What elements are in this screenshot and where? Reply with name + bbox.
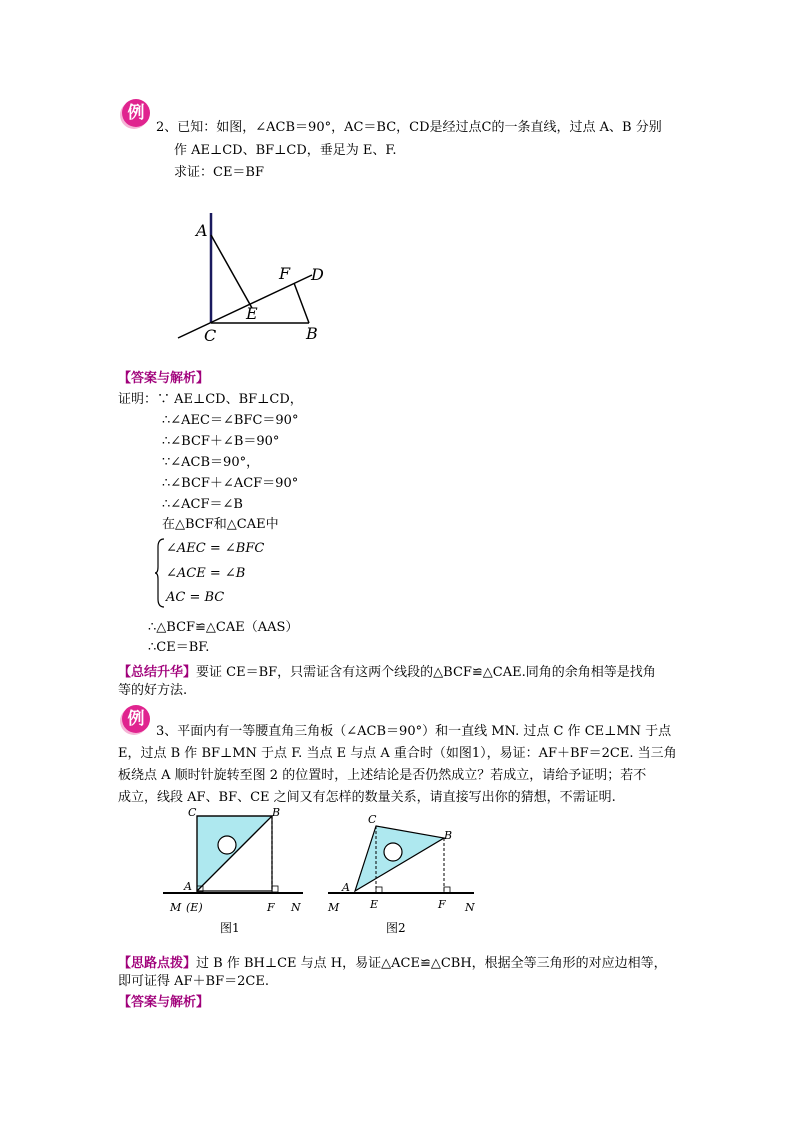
summary-title: 【总结升华】 bbox=[118, 665, 197, 680]
conclusion-2: ∴CE＝BF. bbox=[148, 640, 210, 655]
hole-circle bbox=[384, 843, 402, 861]
fig1-label-a: A bbox=[184, 880, 192, 893]
fig2-caption: 图2 bbox=[386, 921, 406, 935]
fig2-label-c: C bbox=[368, 813, 377, 826]
label-e: E bbox=[246, 304, 258, 323]
example2-figure bbox=[172, 205, 337, 345]
example3-line4: 成立，线段 AF、BF、CE 之间又有怎样的数量关系，请直接写出你的猜想，不需证明. bbox=[118, 790, 616, 805]
label-f: F bbox=[279, 264, 291, 283]
fig2-label-e: E bbox=[370, 898, 379, 911]
proof-line-7: 在△BCF和△CAE中 bbox=[162, 517, 279, 532]
figure-1 bbox=[160, 804, 310, 939]
conclusion-1: ∴△BCF≌△CAE（AAS） bbox=[148, 620, 299, 635]
hint-line-1 bbox=[118, 952, 667, 972]
fig1-caption: 图1 bbox=[220, 921, 240, 935]
fig1-label-b: B bbox=[272, 806, 281, 819]
example2-line3: 求证：CE＝BF bbox=[174, 165, 265, 180]
label-a: A bbox=[196, 221, 208, 240]
fig2-label-b: B bbox=[444, 829, 453, 842]
system-line-1: ∠AEC = ∠BFC bbox=[166, 541, 265, 556]
system-line-2: ∠ACE = ∠B bbox=[166, 566, 246, 581]
proof-line-6: ∴∠ACF＝∠B bbox=[162, 497, 243, 512]
fig1-label-m: M bbox=[170, 901, 182, 914]
fig2-label-a: A bbox=[342, 881, 350, 894]
system-brace bbox=[154, 537, 166, 609]
summary-text-2: 等的好方法. bbox=[118, 683, 188, 698]
label-c: C bbox=[204, 326, 217, 345]
answer2-title: 【答案与解析】 bbox=[118, 995, 210, 1010]
line-cd bbox=[178, 275, 312, 338]
hint-title: 【思路点拨】 bbox=[118, 956, 197, 971]
example2-line1: 2、已知：如图，∠ACB＝90°，AC＝BC，CD是经过点C的一条直线，过点 A、B 分别 bbox=[156, 120, 662, 135]
fig2-label-n: N bbox=[465, 901, 475, 914]
fig1-label-f: F bbox=[267, 901, 275, 914]
example2-line2: 作 AE⊥CD、BF⊥CD，垂足为 E、F. bbox=[174, 143, 397, 158]
example3-line2: E，过点 B 作 BF⊥MN 于点 F. 当点 E 与点 A 重合时（如图1），易证：AF＋BF＝2CE. 当三角 bbox=[118, 746, 677, 761]
hole-circle bbox=[218, 836, 236, 854]
fig1-label-c: C bbox=[188, 806, 197, 819]
hint-text-2: 即可证得 AF＋BF＝2CE. bbox=[118, 974, 269, 989]
label-b: B bbox=[306, 324, 318, 343]
system-line-3: AC = BC bbox=[166, 590, 225, 605]
proof-line-1: 证明：∵ AE⊥CD、BF⊥CD， bbox=[118, 392, 303, 407]
example3-line3: 板绕点 A 顺时针旋转至图 2 的位置时，上述结论是否仍然成立？若成立，请给予证明；若不 bbox=[118, 768, 647, 783]
proof-line-2: ∴∠AEC＝∠BFC＝90° bbox=[162, 413, 299, 428]
fig2-label-f: F bbox=[438, 898, 446, 911]
answer-title: 【答案与解析】 bbox=[118, 371, 210, 386]
fig1-label-e: (E) bbox=[186, 901, 203, 914]
label-d: D bbox=[311, 265, 324, 284]
figure-2 bbox=[322, 804, 482, 939]
proof-line-3: ∴∠BCF＋∠B＝90° bbox=[162, 434, 280, 449]
example-badge: 例 bbox=[122, 705, 150, 733]
proof-line-5: ∴∠BCF＋∠ACF＝90° bbox=[162, 476, 299, 491]
example-badge: 例 bbox=[122, 99, 150, 127]
hint-text-1: 过 B 作 BH⊥CE 与点 H，易证△ACE≌△CBH，根据全等三角形的对应边相等， bbox=[196, 956, 667, 971]
example3-line1: 3、平面内有一等腰直角三角板（∠ACB＝90°）和一直线 MN. 过点 C 作 CE⊥MN 于点 bbox=[156, 724, 672, 739]
line-ae bbox=[211, 235, 252, 308]
fig1-label-n: N bbox=[291, 901, 301, 914]
proof-line-4: ∵∠ACB＝90°， bbox=[162, 455, 260, 470]
fig2-label-m: M bbox=[328, 901, 340, 914]
line-bf bbox=[294, 283, 309, 323]
summary-line-1 bbox=[118, 661, 656, 681]
summary-text-1: 要证 CE＝BF，只需证含有这两个线段的△BCF≌△CAE.同角的余角相等是找角 bbox=[196, 665, 656, 680]
